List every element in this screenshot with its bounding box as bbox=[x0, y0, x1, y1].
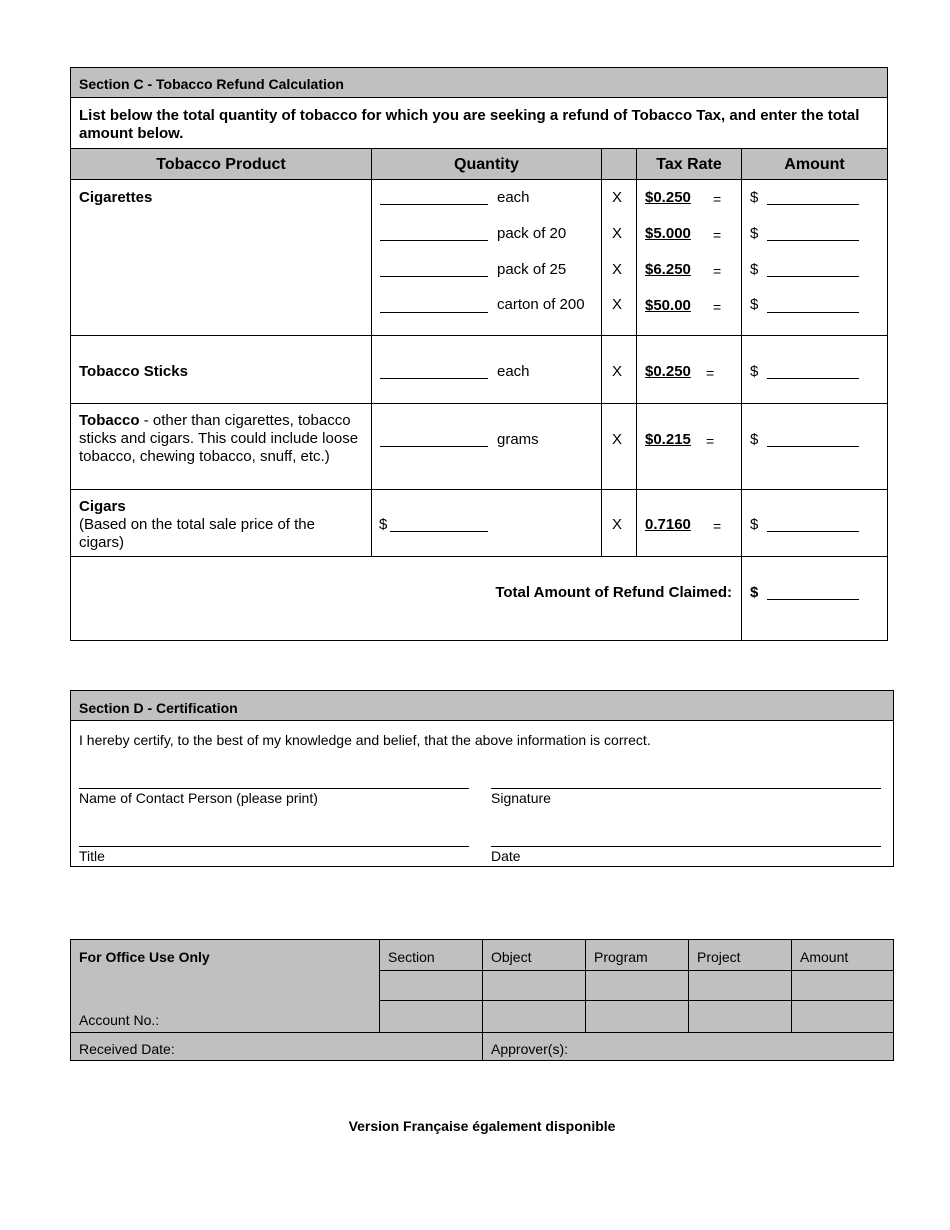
section-d-title: Section D - Certification bbox=[79, 700, 238, 716]
unit-label: each bbox=[497, 363, 530, 380]
tobacco-sticks-quantity-input[interactable] bbox=[380, 360, 488, 378]
tax-rate-value: $50.00 bbox=[645, 297, 691, 314]
total-refund-input[interactable] bbox=[767, 581, 859, 599]
divider bbox=[741, 148, 742, 640]
section-d-title-bar bbox=[71, 691, 893, 721]
cigarettes-carton-amount-input[interactable] bbox=[767, 294, 859, 312]
tobacco-grams-quantity-input[interactable] bbox=[380, 428, 488, 446]
tax-rate-value: $5.000 bbox=[645, 225, 691, 242]
quantity-line bbox=[380, 378, 488, 379]
cigars-sale-price-input[interactable] bbox=[390, 513, 488, 531]
quantity-line bbox=[380, 276, 488, 277]
tax-rate-value: $0.250 bbox=[645, 363, 691, 380]
received-date-label: Received Date: bbox=[79, 1041, 175, 1057]
cigarettes-label: Cigarettes bbox=[79, 189, 153, 206]
quantity-line bbox=[380, 312, 488, 313]
multiply-sign: X bbox=[612, 189, 623, 206]
dollar-sign: $ bbox=[750, 516, 759, 533]
office-col-project: Project bbox=[697, 949, 741, 965]
divider bbox=[636, 148, 637, 557]
row-divider bbox=[71, 489, 887, 490]
unit-label: pack of 25 bbox=[497, 261, 567, 278]
unit-label: grams bbox=[497, 431, 539, 448]
cigarettes-each-amount-input[interactable] bbox=[767, 186, 859, 204]
section-c-instructions: List below the total quantity of tobacco for which you are seeking a refund of Tobacco Tax, and enter the total amount below. bbox=[79, 107, 860, 142]
signature-label: Signature bbox=[491, 790, 551, 806]
amount-line bbox=[767, 276, 859, 277]
tobacco-sticks-amount-input[interactable] bbox=[767, 360, 859, 378]
title-input[interactable] bbox=[79, 828, 469, 846]
tobacco-grams-amount-input[interactable] bbox=[767, 428, 859, 446]
contact-name-input[interactable] bbox=[79, 770, 469, 788]
equals-sign: = bbox=[713, 518, 722, 534]
cigarettes-carton-quantity-input[interactable] bbox=[380, 294, 488, 312]
equals-sign: = bbox=[713, 191, 722, 207]
amount-line bbox=[767, 378, 859, 379]
dollar-sign: $ bbox=[750, 261, 759, 278]
dollar-sign: $ bbox=[750, 189, 759, 206]
approvers-label: Approver(s): bbox=[491, 1041, 569, 1057]
multiply-sign: X bbox=[612, 225, 623, 242]
tax-rate-value: $6.250 bbox=[645, 261, 691, 278]
amount-line bbox=[767, 204, 859, 205]
contact-name-line bbox=[79, 788, 469, 789]
tobacco-other-label-rest: - other than cigarettes, tobacco sticks and cigars. This could include loose tobacco, chewing tobacco, snuff, etc.) bbox=[79, 412, 359, 465]
contact-name-label: Name of Contact Person (please print) bbox=[79, 790, 318, 806]
cigars-label-rest: (Based on the total sale price of the cigars) bbox=[79, 516, 315, 551]
divider bbox=[379, 939, 380, 1032]
multiply-sign: X bbox=[612, 296, 623, 313]
cigarettes-pack20-quantity-input[interactable] bbox=[380, 222, 488, 240]
row-divider bbox=[380, 1000, 894, 1001]
cigars-label bbox=[79, 498, 364, 552]
office-col-section: Section bbox=[388, 949, 435, 965]
cigars-dollar-prefix: $ bbox=[379, 516, 388, 533]
header-quantity: Quantity bbox=[454, 156, 519, 173]
divider bbox=[585, 939, 586, 1032]
dollar-sign: $ bbox=[750, 363, 759, 380]
dollar-sign: $ bbox=[750, 296, 759, 313]
title-line bbox=[79, 846, 469, 847]
tobacco-other-label-bold: Tobacco bbox=[79, 412, 140, 429]
multiply-sign: X bbox=[612, 261, 623, 278]
dollar-sign: $ bbox=[750, 225, 759, 242]
equals-sign: = bbox=[713, 227, 722, 243]
equals-sign: = bbox=[706, 433, 715, 449]
multiply-sign: X bbox=[612, 431, 623, 448]
cigarettes-pack25-amount-input[interactable] bbox=[767, 258, 859, 276]
divider bbox=[688, 939, 689, 1032]
unit-label: pack of 20 bbox=[497, 225, 567, 242]
date-line bbox=[491, 846, 881, 847]
quantity-line bbox=[390, 531, 488, 532]
equals-sign: = bbox=[713, 263, 722, 279]
quantity-line bbox=[380, 204, 488, 205]
total-dollar-sign: $ bbox=[750, 584, 759, 601]
equals-sign: = bbox=[713, 299, 722, 315]
amount-line bbox=[767, 312, 859, 313]
account-no-label: Account No.: bbox=[79, 1012, 160, 1028]
unit-label: each bbox=[497, 189, 530, 206]
french-version-note: Version Française également disponible bbox=[348, 1118, 616, 1134]
total-label: Total Amount of Refund Claimed: bbox=[495, 584, 732, 601]
date-label: Date bbox=[491, 848, 521, 864]
cigarettes-pack20-amount-input[interactable] bbox=[767, 222, 859, 240]
multiply-sign: X bbox=[612, 363, 623, 380]
tax-rate-value: 0.7160 bbox=[645, 516, 691, 533]
equals-sign: = bbox=[706, 365, 715, 381]
office-col-program: Program bbox=[594, 949, 648, 965]
divider bbox=[371, 148, 372, 557]
office-col-object: Object bbox=[491, 949, 532, 965]
divider bbox=[791, 939, 792, 1032]
section-c-title-bar bbox=[71, 68, 887, 98]
header-tax-rate: Tax Rate bbox=[656, 156, 722, 173]
row-divider bbox=[71, 403, 887, 404]
amount-line bbox=[767, 531, 859, 532]
quantity-line bbox=[380, 240, 488, 241]
quantity-line bbox=[380, 446, 488, 447]
office-col-amount: Amount bbox=[800, 949, 849, 965]
date-input[interactable] bbox=[491, 828, 881, 846]
row-divider bbox=[380, 970, 894, 971]
header-amount: Amount bbox=[784, 156, 845, 173]
certification-statement: I hereby certify, to the best of my knowledge and belief, that the above information is correct. bbox=[79, 732, 651, 748]
cigarettes-pack25-quantity-input[interactable] bbox=[380, 258, 488, 276]
office-use-title: For Office Use Only bbox=[79, 949, 210, 965]
tobacco-sticks-label: Tobacco Sticks bbox=[79, 363, 188, 380]
row-divider bbox=[71, 556, 887, 557]
tax-rate-value: $0.250 bbox=[645, 189, 691, 206]
header-tobacco-product: Tobacco Product bbox=[156, 156, 286, 173]
tobacco-other-label bbox=[79, 412, 364, 466]
cigarettes-each-quantity-input[interactable] bbox=[380, 186, 488, 204]
tax-rate-value: $0.215 bbox=[645, 431, 691, 448]
amount-line bbox=[767, 446, 859, 447]
divider bbox=[601, 148, 602, 557]
row-divider bbox=[71, 335, 887, 336]
signature-line bbox=[491, 788, 881, 789]
multiply-sign: X bbox=[612, 516, 623, 533]
dollar-sign: $ bbox=[750, 431, 759, 448]
unit-label: carton of 200 bbox=[497, 296, 585, 313]
amount-line bbox=[767, 240, 859, 241]
cigars-label-bold: Cigars bbox=[79, 498, 126, 515]
title-label: Title bbox=[79, 848, 105, 864]
total-line bbox=[767, 599, 859, 600]
row-divider bbox=[71, 1032, 894, 1033]
cigars-amount-input[interactable] bbox=[767, 513, 859, 531]
signature-input[interactable] bbox=[491, 770, 881, 788]
section-c-title: Section C - Tobacco Refund Calculation bbox=[79, 76, 344, 92]
